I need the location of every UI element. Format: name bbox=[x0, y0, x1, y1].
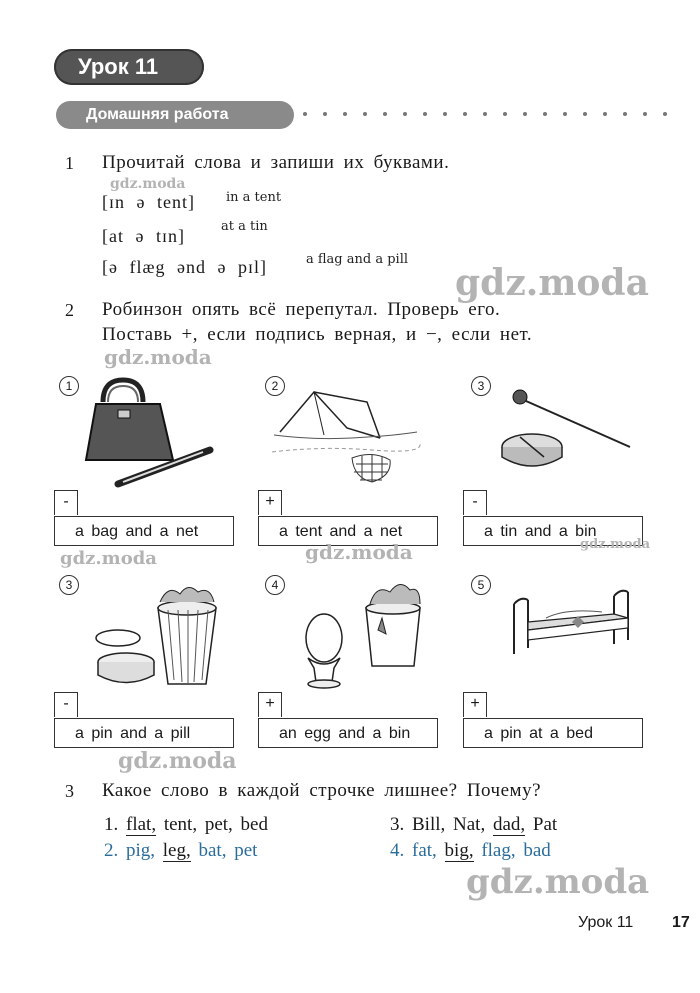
task1-instruction: Прочитай слова и запиши их буквами. bbox=[102, 152, 450, 173]
row-number: 2. bbox=[104, 840, 119, 861]
row-number: 3. bbox=[390, 814, 405, 835]
task2-instruction-1: Робинзон опять всё перепутал. Проверь его. bbox=[102, 299, 501, 320]
word: flag, bbox=[481, 840, 516, 861]
watermark: gdz.moda bbox=[60, 548, 157, 569]
watermark-large: gdz.moda bbox=[466, 862, 650, 902]
watermark: gdz.moda bbox=[118, 748, 237, 774]
answer-mark[interactable]: - bbox=[54, 692, 78, 717]
watermark-large: gdz.moda bbox=[455, 262, 649, 304]
word: bat, bbox=[198, 840, 227, 861]
bag-and-pen-icon bbox=[78, 372, 228, 490]
answer-item-1: in a tent bbox=[226, 190, 282, 205]
watermark: gdz.moda bbox=[110, 176, 186, 192]
word-row-2 bbox=[104, 840, 257, 862]
task2-instruction-2: Поставь +, если подпись верная, и −, если нет. bbox=[102, 324, 533, 345]
picture-number: 1 bbox=[59, 376, 79, 396]
word: pet bbox=[234, 840, 258, 861]
homework-badge: Домашняя работа bbox=[56, 101, 294, 129]
answer-item-2: at a tin bbox=[221, 219, 268, 234]
watermark: gdz.moda bbox=[580, 537, 651, 552]
answer-mark[interactable]: + bbox=[463, 692, 487, 717]
egg-and-bin-icon bbox=[296, 578, 426, 692]
picture-number: 3 bbox=[471, 376, 491, 396]
word: tent, bbox=[163, 814, 198, 835]
word: Bill, bbox=[412, 814, 446, 835]
word: bad bbox=[523, 840, 551, 861]
tin-and-bin-icon bbox=[88, 580, 228, 692]
ipa-item-3: [ə flæg ənd ə pɪl] bbox=[102, 257, 267, 277]
answer-mark[interactable]: - bbox=[54, 490, 78, 515]
task3-instruction: Какое слово в каждой строчке лишнее? Почему? bbox=[102, 780, 541, 801]
row-number: 4. bbox=[390, 840, 405, 861]
ipa-item-2: [at ə tɪn] bbox=[102, 226, 185, 246]
word: pet, bbox=[204, 814, 233, 835]
picture-number: 2 bbox=[265, 376, 285, 396]
word: bed bbox=[240, 814, 268, 835]
word-row-3 bbox=[390, 814, 557, 836]
word-row-1 bbox=[104, 814, 268, 836]
word: pig, bbox=[126, 840, 156, 861]
tent-and-net-icon bbox=[272, 380, 422, 490]
caption-box: a pin and a pill bbox=[54, 718, 234, 748]
caption-box: a tin and a bin bbox=[463, 516, 643, 546]
row-number: 1. bbox=[104, 814, 119, 835]
caption-box: a pin at a bed bbox=[463, 718, 643, 748]
bed-icon bbox=[506, 582, 636, 662]
ipa-item-1: [ɪn ə tent] bbox=[102, 192, 195, 212]
task2-number: 2 bbox=[65, 300, 74, 320]
word-row-4 bbox=[390, 840, 551, 862]
answer-mark[interactable]: + bbox=[258, 692, 282, 717]
caption-box: a bag and a net bbox=[54, 516, 234, 546]
task3-number: 3 bbox=[65, 781, 74, 801]
answer-item-3: a flag and a pill bbox=[306, 252, 409, 267]
picture-number: 5 bbox=[471, 575, 491, 595]
answer-mark[interactable]: + bbox=[258, 490, 282, 515]
watermark: gdz.moda bbox=[305, 540, 413, 564]
word: fat, bbox=[412, 840, 437, 861]
pill-and-pin-icon bbox=[500, 385, 640, 485]
picture-number: 4 bbox=[265, 575, 285, 595]
word-underlined: flat, bbox=[126, 814, 157, 835]
answer-mark[interactable]: - bbox=[463, 490, 487, 515]
word: Nat, bbox=[453, 814, 486, 835]
picture-number: 3 bbox=[59, 575, 79, 595]
lesson-title-badge: Урок 11 bbox=[54, 49, 204, 85]
watermark: gdz.moda bbox=[104, 345, 212, 369]
caption-box: an egg and a bin bbox=[258, 718, 438, 748]
word-underlined: leg, bbox=[162, 840, 191, 861]
footer-lesson: Урок 11 bbox=[578, 914, 634, 931]
task1-number: 1 bbox=[65, 153, 74, 173]
word: Pat bbox=[532, 814, 558, 835]
dotted-divider bbox=[300, 110, 680, 118]
word-underlined: dad, bbox=[492, 814, 526, 835]
word-underlined: big, bbox=[444, 840, 474, 861]
page-number: 17 bbox=[672, 914, 690, 931]
caption-box: a tent and a net bbox=[258, 516, 438, 546]
